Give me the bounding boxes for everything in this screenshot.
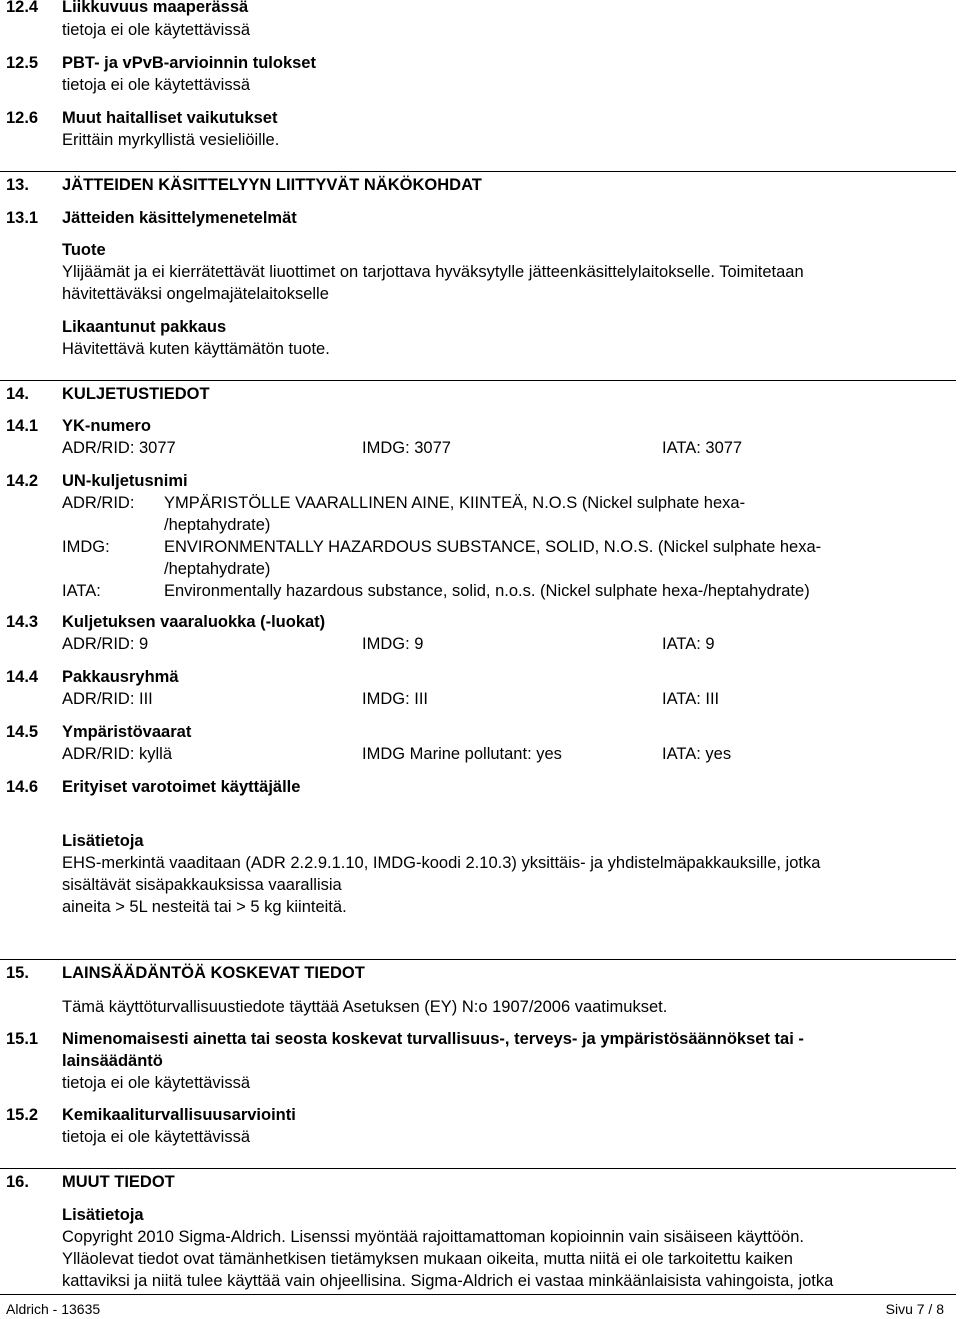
packing-group-imdg: IMDG: III bbox=[362, 690, 428, 708]
shipping-name-adr-line1: YMPÄRISTÖLLE VAARALLINEN AINE, KIINTEÄ, N.O.S (Nickel sulphate hexa- bbox=[164, 494, 746, 512]
section-15-2-title: Kemikaaliturvallisuusarviointi bbox=[62, 1106, 296, 1124]
section-12-5-text: tietoja ei ole käytettävissä bbox=[62, 76, 251, 94]
other-info-line3: kattaviksi ja niitä tulee käyttää vain ohjeellisina. Sigma-Aldrich ei vastaa minkäänlaisista vahingoista, jotka bbox=[62, 1272, 834, 1290]
section-14-6-title: Erityiset varotoimet käyttäjälle bbox=[62, 778, 301, 796]
section-14-number: 14. bbox=[6, 385, 29, 403]
section-15-1-title-line2: lainsäädäntö bbox=[62, 1052, 163, 1070]
section-14-2-number: 14.2 bbox=[6, 472, 39, 490]
section-13-title: JÄTTEIDEN KÄSITTELYYN LIITTYVÄT NÄKÖKOHDAT bbox=[62, 176, 482, 194]
product-label: Tuote bbox=[62, 241, 106, 259]
section-14-2-title: UN-kuljetusnimi bbox=[62, 472, 188, 490]
section-14-6-number: 14.6 bbox=[6, 778, 39, 796]
section-14-4-title: Pakkausryhmä bbox=[62, 668, 179, 686]
hazard-class-iata: IATA: 9 bbox=[662, 635, 715, 653]
hazard-class-adr: ADR/RID: 9 bbox=[62, 635, 149, 653]
section-16-number: 16. bbox=[6, 1173, 29, 1191]
section-14-divider bbox=[0, 380, 956, 381]
section-15-1-title-line1: Nimenomaisesti ainetta tai seosta koskevat turvallisuus-, terveys- ja ympäristösäännökset tai - bbox=[62, 1030, 804, 1048]
additional-info-line3: aineita > 5L nesteitä tai > 5 kg kiinteitä. bbox=[62, 898, 347, 916]
section-12-4-number: 12.4 bbox=[6, 0, 39, 16]
section-14-5-number: 14.5 bbox=[6, 723, 39, 741]
section-12-6-number: 12.6 bbox=[6, 109, 39, 127]
footer-product-code: Aldrich - 13635 bbox=[6, 1301, 101, 1317]
shipping-name-adr-line2: /heptahydrate) bbox=[164, 516, 271, 534]
section-14-3-number: 14.3 bbox=[6, 613, 39, 631]
section-13-number: 13. bbox=[6, 176, 29, 194]
section-16-title: MUUT TIEDOT bbox=[62, 1173, 175, 1191]
other-info-label: Lisätietoja bbox=[62, 1206, 144, 1224]
section-13-1-title: Jätteiden käsittelymenetelmät bbox=[62, 209, 297, 227]
packing-group-adr: ADR/RID: III bbox=[62, 690, 153, 708]
additional-info-line1: EHS-merkintä vaaditaan (ADR 2.2.9.1.10, IMDG-koodi 2.10.3) yksittäis- ja yhdistelmäpakkauksille, jotka bbox=[62, 854, 821, 872]
shipping-name-iata-line1: Environmentally hazardous substance, solid, n.o.s. (Nickel sulphate hexa-/heptahydrate) bbox=[164, 582, 810, 600]
section-15-2-text: tietoja ei ole käytettävissä bbox=[62, 1128, 251, 1146]
section-14-4-number: 14.4 bbox=[6, 668, 39, 686]
env-hazard-imdg: IMDG Marine pollutant: yes bbox=[362, 745, 562, 763]
section-14-1-title: YK-numero bbox=[62, 417, 151, 435]
section-13-1-number: 13.1 bbox=[6, 209, 39, 227]
env-hazard-iata: IATA: yes bbox=[662, 745, 732, 763]
other-info-line2: Ylläolevat tiedot ovat tämänhetkisen tietämyksen mukaan oikeita, mutta niitä ei ole tarkoitettu kaiken bbox=[62, 1250, 793, 1268]
section-12-5-title: PBT- ja vPvB-arvioinnin tulokset bbox=[62, 54, 316, 72]
section-12-6-text: Erittäin myrkyllistä vesieliöille. bbox=[62, 131, 280, 149]
section-12-6-title: Muut haitalliset vaikutukset bbox=[62, 109, 278, 127]
package-text: Hävitettävä kuten käyttämätön tuote. bbox=[62, 340, 330, 358]
section-14-title: KULJETUSTIEDOT bbox=[62, 385, 210, 403]
un-number-adr: ADR/RID: 3077 bbox=[62, 439, 176, 457]
env-hazard-adr: ADR/RID: kyllä bbox=[62, 745, 173, 763]
section-12-4-text: tietoja ei ole käytettävissä bbox=[62, 21, 251, 39]
section-15-number: 15. bbox=[6, 964, 29, 982]
section-15-divider bbox=[0, 959, 956, 960]
section-15-text: Tämä käyttöturvallisuustiedote täyttää Asetuksen (EY) N:o 1907/2006 vaatimukset. bbox=[62, 998, 668, 1016]
hazard-class-imdg: IMDG: 9 bbox=[362, 635, 424, 653]
additional-info-line2: sisältävät sisäpakkauksissa vaarallisia bbox=[62, 876, 342, 894]
footer-divider bbox=[0, 1294, 956, 1295]
un-number-imdg: IMDG: 3077 bbox=[362, 439, 451, 457]
section-14-3-title: Kuljetuksen vaaraluokka (-luokat) bbox=[62, 613, 326, 631]
shipping-name-imdg-line1: ENVIRONMENTALLY HAZARDOUS SUBSTANCE, SOLID, N.O.S. (Nickel sulphate hexa- bbox=[164, 538, 822, 556]
shipping-name-iata-label: IATA: bbox=[62, 582, 101, 600]
section-15-1-text: tietoja ei ole käytettävissä bbox=[62, 1074, 251, 1092]
shipping-name-imdg-line2: /heptahydrate) bbox=[164, 560, 271, 578]
un-number-iata: IATA: 3077 bbox=[662, 439, 743, 457]
product-text-line2: hävitettäväksi ongelmajätelaitokselle bbox=[62, 285, 329, 303]
section-12-5-number: 12.5 bbox=[6, 54, 39, 72]
other-info-line1: Copyright 2010 Sigma-Aldrich. Lisenssi myöntää rajoittamattoman kopioinnin vain sisäiseen käyttöön. bbox=[62, 1228, 804, 1246]
package-label: Likaantunut pakkaus bbox=[62, 318, 227, 336]
section-13-divider bbox=[0, 171, 956, 172]
section-16-divider bbox=[0, 1168, 956, 1169]
section-12-4-title: Liikkuvuus maaperässä bbox=[62, 0, 249, 16]
shipping-name-imdg-label: IMDG: bbox=[62, 538, 110, 556]
additional-info-label: Lisätietoja bbox=[62, 832, 144, 850]
footer-page-number: Sivu 7 / 8 bbox=[885, 1301, 944, 1317]
section-14-1-number: 14.1 bbox=[6, 417, 39, 435]
section-15-title: LAINSÄÄDÄNTÖÄ KOSKEVAT TIEDOT bbox=[62, 964, 365, 982]
product-text-line1: Ylijäämät ja ei kierrätettävät liuottimet on tarjottava hyväksytylle jätteenkäsittelylaitokselle. Toimitetaan bbox=[62, 263, 804, 281]
section-15-2-number: 15.2 bbox=[6, 1106, 39, 1124]
shipping-name-adr-label: ADR/RID: bbox=[62, 494, 135, 512]
packing-group-iata: IATA: III bbox=[662, 690, 720, 708]
section-15-1-number: 15.1 bbox=[6, 1030, 39, 1048]
section-14-5-title: Ympäristövaarat bbox=[62, 723, 192, 741]
